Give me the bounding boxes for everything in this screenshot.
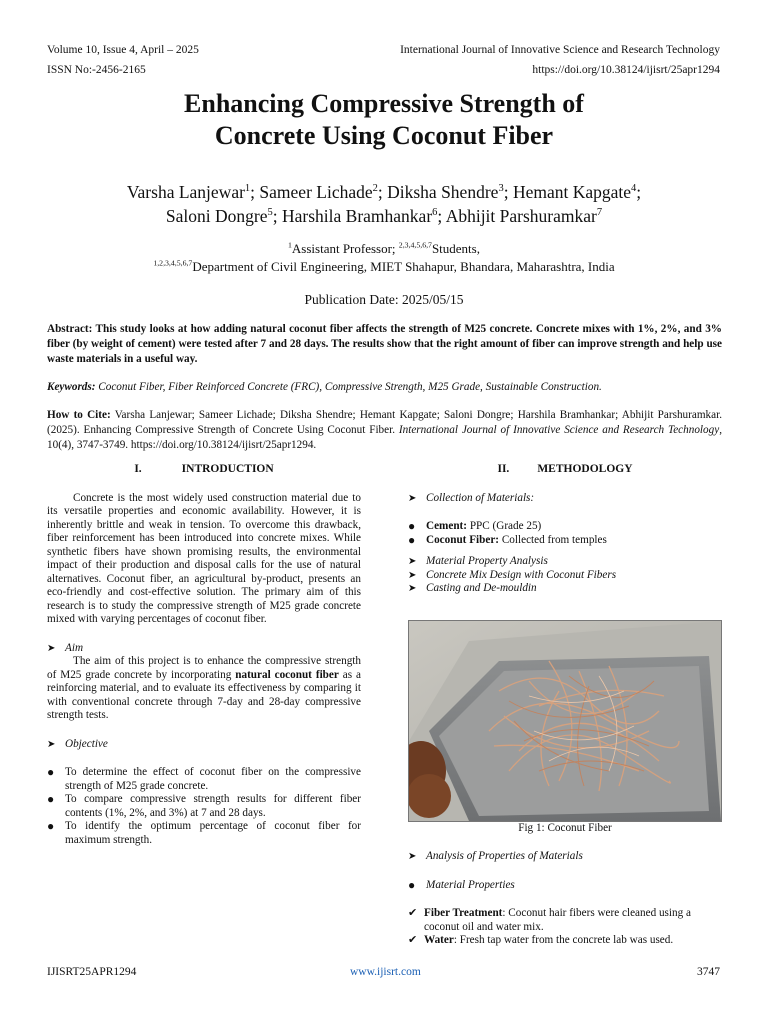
steps-list bbox=[408, 555, 722, 596]
list-item: ● To determine the effect of coconut fiber on the compressive strength of M25 grade concrete. bbox=[47, 765, 361, 792]
list-item: ● To compare compressive strength results for different fiber contents (1%, 2%, and 3%) at 7 and 28 days. bbox=[47, 792, 361, 819]
author: Abhijit Parshuramkar bbox=[445, 206, 597, 226]
arrow-bullet-icon: ➤ bbox=[47, 642, 56, 654]
page-number: 3747 bbox=[697, 966, 720, 978]
author: Hemant Kapgate bbox=[512, 182, 632, 202]
coconut-fiber-photo bbox=[408, 620, 722, 822]
bullet-icon: ● bbox=[47, 792, 55, 806]
aim-paragraph: The aim of this project is to enhance the compressive strength of M25 grade concrete by incorporating natural coconut fiber as a reinforcing material, and to evaluate its effectiveness by comparing it with conventional concrete through 7-day and 28-day compressive strength tests. bbox=[47, 655, 361, 721]
arrow-bullet-icon: ➤ bbox=[408, 492, 417, 504]
bullet-icon: ● bbox=[47, 819, 55, 833]
methodology-continued bbox=[408, 850, 722, 948]
list-item: ● Coconut Fiber: Collected from temples bbox=[408, 532, 607, 547]
list-item: ● To identify the optimum percentage of coconut fiber for maximum strength. bbox=[47, 819, 361, 846]
author: Saloni Dongre bbox=[165, 206, 268, 226]
list-item: ➤ Casting and De-mouldin bbox=[408, 582, 537, 594]
title-line-2: Concrete Using Coconut Fiber bbox=[214, 121, 554, 150]
arrow-bullet-icon: ➤ bbox=[408, 851, 417, 862]
arrow-bullet-icon: ➤ bbox=[408, 569, 417, 581]
author: Sameer Lichade bbox=[259, 182, 373, 202]
bullet-icon: ● bbox=[408, 877, 416, 892]
list-item: ● Cement: PPC (Grade 25) bbox=[408, 519, 542, 533]
list-item: ✔ Water: Fresh tap water from the concrete lab was used. bbox=[408, 934, 674, 946]
section-heading-methodology: II. METHODOLOGY bbox=[497, 463, 633, 475]
methodology-section bbox=[408, 463, 722, 596]
author: Varsha Lanjewar bbox=[126, 182, 245, 202]
footer-website-link[interactable]: www.ijisrt.com bbox=[350, 966, 421, 978]
material-properties-item: ● Material Properties bbox=[408, 877, 515, 892]
keywords: Keywords: Coconut Fiber, Fiber Reinforced Concrete (FRC), Compressive Strength, M25 Grade, Sustainable Construction. bbox=[47, 381, 602, 393]
journal-name: International Journal of Innovative Science and Research Technology bbox=[400, 44, 720, 56]
author-line-1: Varsha Lanjewar$^1$; Sameer Lichade$^2$; Diksha Shendre$^3$; Hemant Kapgate$^4$; bbox=[126, 182, 642, 202]
author: Diksha Shendre bbox=[387, 182, 499, 202]
bullet-icon: ● bbox=[47, 765, 55, 779]
volume-info: Volume 10, Issue 4, April – 2025 bbox=[47, 44, 199, 56]
collection-heading: ➤ Collection of Materials: bbox=[408, 491, 535, 504]
author-list bbox=[0, 180, 768, 228]
author-line-2: Saloni Dongre$^5$; Harshila Bramhankar$^6$; Abhijit Parshuramkar$^7$ bbox=[165, 206, 603, 226]
objective-list bbox=[47, 766, 361, 847]
arrow-bullet-icon: ➤ bbox=[47, 738, 56, 750]
bullet-icon: ● bbox=[408, 519, 416, 533]
list-item: ➤ Concrete Mix Design with Coconut Fibers bbox=[408, 568, 617, 581]
aim-heading: ➤ Aim bbox=[47, 641, 84, 654]
introduction-section bbox=[47, 463, 361, 847]
affiliation: $^1$Assistant Professor; $^{2,3,4,5,6,7}$Students, $^{1,2,3,4,5,6,7}$Department of Civil Engineering, MIET Shahapur, Bhandara, Maharashtra, India bbox=[153, 240, 615, 274]
footer-id: IJISRT25APR1294 bbox=[47, 966, 137, 978]
intro-paragraph: Concrete is the most widely used construction material due to its versatile properties and economic availability. However, it is inherently brittle and weak in tension. To overcome this drawback, fiber reinforcement has been introduced into concrete mixes. While synthetic fibers have shown promising results, the environmental impact of their production and disposal calls for the use of natural alternatives. Coconut fiber, an agricultural by-product, presents an eco-friendly and cost-effective solution. The primary aim of this research is to study the compressive strength of M25 grade concrete mixed with varying percentages of coconut fiber. bbox=[47, 491, 361, 625]
arrow-bullet-icon: ➤ bbox=[408, 556, 417, 567]
paper-title bbox=[0, 88, 768, 152]
figure-caption: Fig 1: Coconut Fiber bbox=[518, 822, 612, 834]
publication-date: Publication Date: 2025/05/15 bbox=[304, 292, 464, 307]
checkmark-icon: ✔ bbox=[408, 934, 418, 946]
objective-heading: ➤ Objective bbox=[47, 737, 108, 750]
bullet-icon: ● bbox=[408, 532, 416, 547]
how-to-cite: How to Cite: Varsha Lanjewar; Sameer Lichade; Diksha Shendre; Hemant Kapgate; Saloni Dongre; Harshila Bramhankar; Abhijit Parshuramkar. (2025). Enhancing Compressive Strength of Concrete Using Coconut Fiber. International Journal of Innovative Science and Research Technology, 10(4), 3747-3749. https://doi.org/10.38124/ijisrt/25apr1294. bbox=[47, 409, 722, 451]
analysis-heading: ➤ Analysis of Properties of Materials bbox=[408, 850, 583, 862]
section-heading-introduction: I. INTRODUCTION bbox=[134, 463, 274, 475]
list-item: ➤ Material Property Analysis bbox=[408, 555, 548, 567]
issn: ISSN No:-2456-2165 bbox=[47, 64, 146, 76]
checkmark-icon: ✔ bbox=[408, 907, 418, 919]
author: Harshila Bramhankar bbox=[282, 206, 433, 226]
arrow-bullet-icon: ➤ bbox=[408, 583, 417, 594]
materials-list bbox=[408, 520, 722, 547]
doi-link[interactable]: https://doi.org/10.38124/ijisrt/25apr1294 bbox=[532, 64, 720, 76]
list-item: ✔ Fiber Treatment: Coconut hair fibers were cleaned using a coconut oil and water mix. bbox=[408, 907, 691, 933]
title-line-1: Enhancing Compressive Strength of bbox=[184, 89, 584, 118]
abstract: Abstract: This study looks at how adding natural coconut fiber affects the strength of M25 concrete. Concrete mixes with 1%, 2%, and 3% fiber (by weight of cement) were tested after 7 and 28 days. The results show that the right amount of fiber can improve strength and help use waste materials in a useful way. bbox=[47, 323, 722, 365]
